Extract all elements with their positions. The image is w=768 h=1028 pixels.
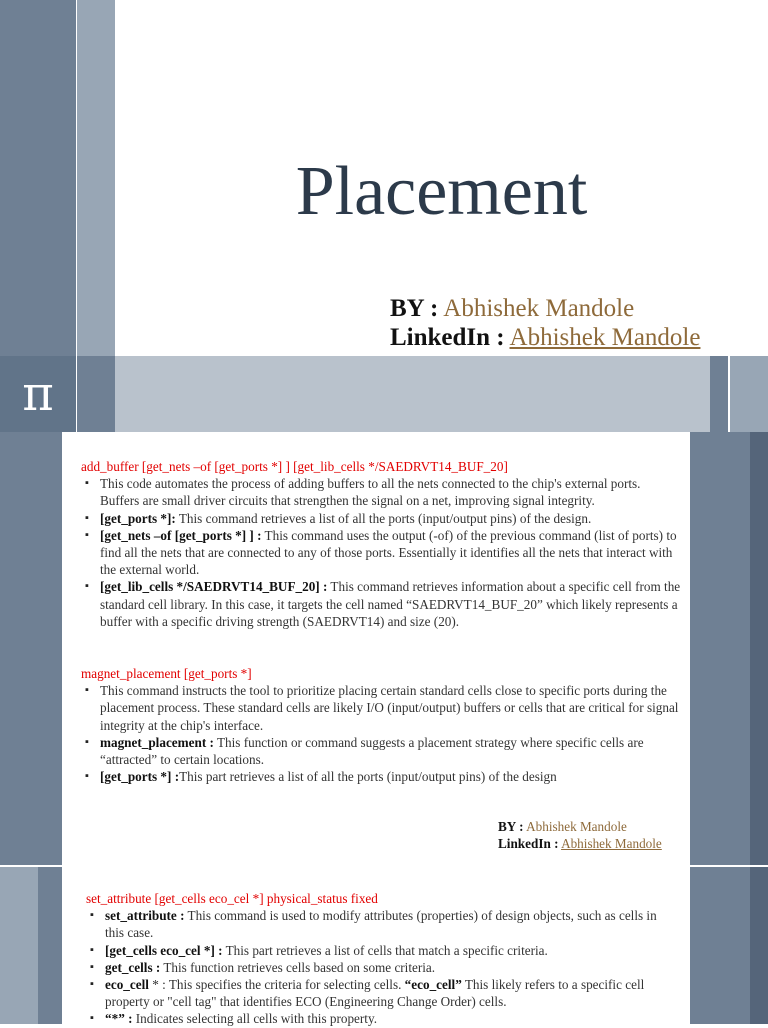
list-item: ▪ get_cells : This function retrieves cells based on some criteria. — [86, 959, 676, 976]
list-item: ▪ magnet_placement : This function or command suggests a placement strategy where specific cells are “attracted” to certain locations. — [81, 734, 681, 768]
section-magnet-placement — [81, 665, 681, 785]
command-magnet-placement: magnet_placement [get_ports *] — [81, 666, 252, 681]
signature-block — [498, 818, 662, 852]
content-left-band-lower — [0, 867, 38, 1024]
horizontal-strip — [115, 356, 710, 432]
strip-right-block-mid — [730, 356, 768, 432]
list-item: ▪ set_attribute : This command is used to modify attributes (properties) of design objects, such as cells in this case. — [86, 907, 676, 941]
list-item: ▪ [get_cells eco_cel *] : This part retrieves a list of cells that match a specific criteria. — [86, 942, 676, 959]
list-item: ▪ [get_lib_cells */SAEDRVT14_BUF_20] : This command retrieves information about a specific cell from the standard cell library. In this case, it targets the cell named “SAEDRVT14_BUF_20” which likely represents a buffer with a specific driving strength (SAEDRVT14) and size (20). — [81, 578, 681, 630]
author-block — [390, 294, 700, 352]
content-right-band — [690, 432, 750, 1024]
list-item: ▪ This code automates the process of adding buffers to all the nets connected to the chip's external ports. Buffers are small driver circuits that strengthen the signal on a net, improving signal integrity. — [81, 475, 681, 509]
list-item: ▪ eco_cell * : This specifies the criteria for selecting cells. “eco_cell” This likely refers to a specific cell property or "cell tag" that identifies ECO (Engineering Change Order) cells. — [86, 976, 676, 1010]
linkedin-link[interactable]: Abhishek Mandole — [509, 324, 701, 351]
by-label: BY : — [498, 819, 524, 834]
list-item: ▪ This command instructs the tool to prioritize placing certain standard cells close to specific ports during the placement process. These standard cells are likely I/O (input/output) buffers or cells that are critical for signal integrity at the chip's interface. — [81, 682, 681, 734]
list-item: ▪ “*” : Indicates selecting all cells with this property. — [86, 1010, 676, 1027]
strip-right-block-dark — [710, 356, 728, 432]
command-add-buffer: add_buffer [get_nets –of [get_ports *] ] [get_lib_cells */SAEDRVT14_BUF_20] — [81, 459, 508, 474]
by-label: BY : — [390, 295, 439, 322]
linkedin-label: LinkedIn : — [390, 324, 505, 351]
slide-title: Placement — [295, 153, 588, 230]
list-item: ▪ [get_ports *] :This part retrieves a list of all the ports (input/output pins) of the design — [81, 768, 681, 785]
bullet-list — [81, 682, 681, 785]
list-item: ▪ [get_nets –of [get_ports *] ] : This command uses the output (-of) of the previous command (list of ports) to find all the nets that are connected to any of those ports. Essentially it identifies all the nets that interact with the external world. — [81, 527, 681, 579]
pi-icon: π — [0, 356, 76, 432]
left-band-dark — [0, 0, 76, 356]
section-set-attribute — [86, 890, 676, 1028]
linkedin-link[interactable]: Abhishek Mandole — [561, 836, 662, 851]
title-slide — [0, 0, 768, 432]
strip-left-block — [77, 356, 115, 432]
list-item: ▪ [get_ports *]: This command retrieves a list of all the ports (input/output pins) of the design. — [81, 510, 681, 527]
bullet-list — [86, 907, 676, 1027]
command-set-attribute: set_attribute [get_cells eco_cel *] physical_status fixed — [86, 891, 378, 906]
author-name: Abhishek Mandole — [526, 819, 627, 834]
left-band-mid — [77, 0, 115, 356]
linkedin-label: LinkedIn : — [498, 836, 559, 851]
author-name: Abhishek Mandole — [443, 295, 635, 322]
section-add-buffer — [81, 458, 681, 630]
content-right-edge — [750, 432, 768, 1024]
bullet-list — [81, 475, 681, 630]
